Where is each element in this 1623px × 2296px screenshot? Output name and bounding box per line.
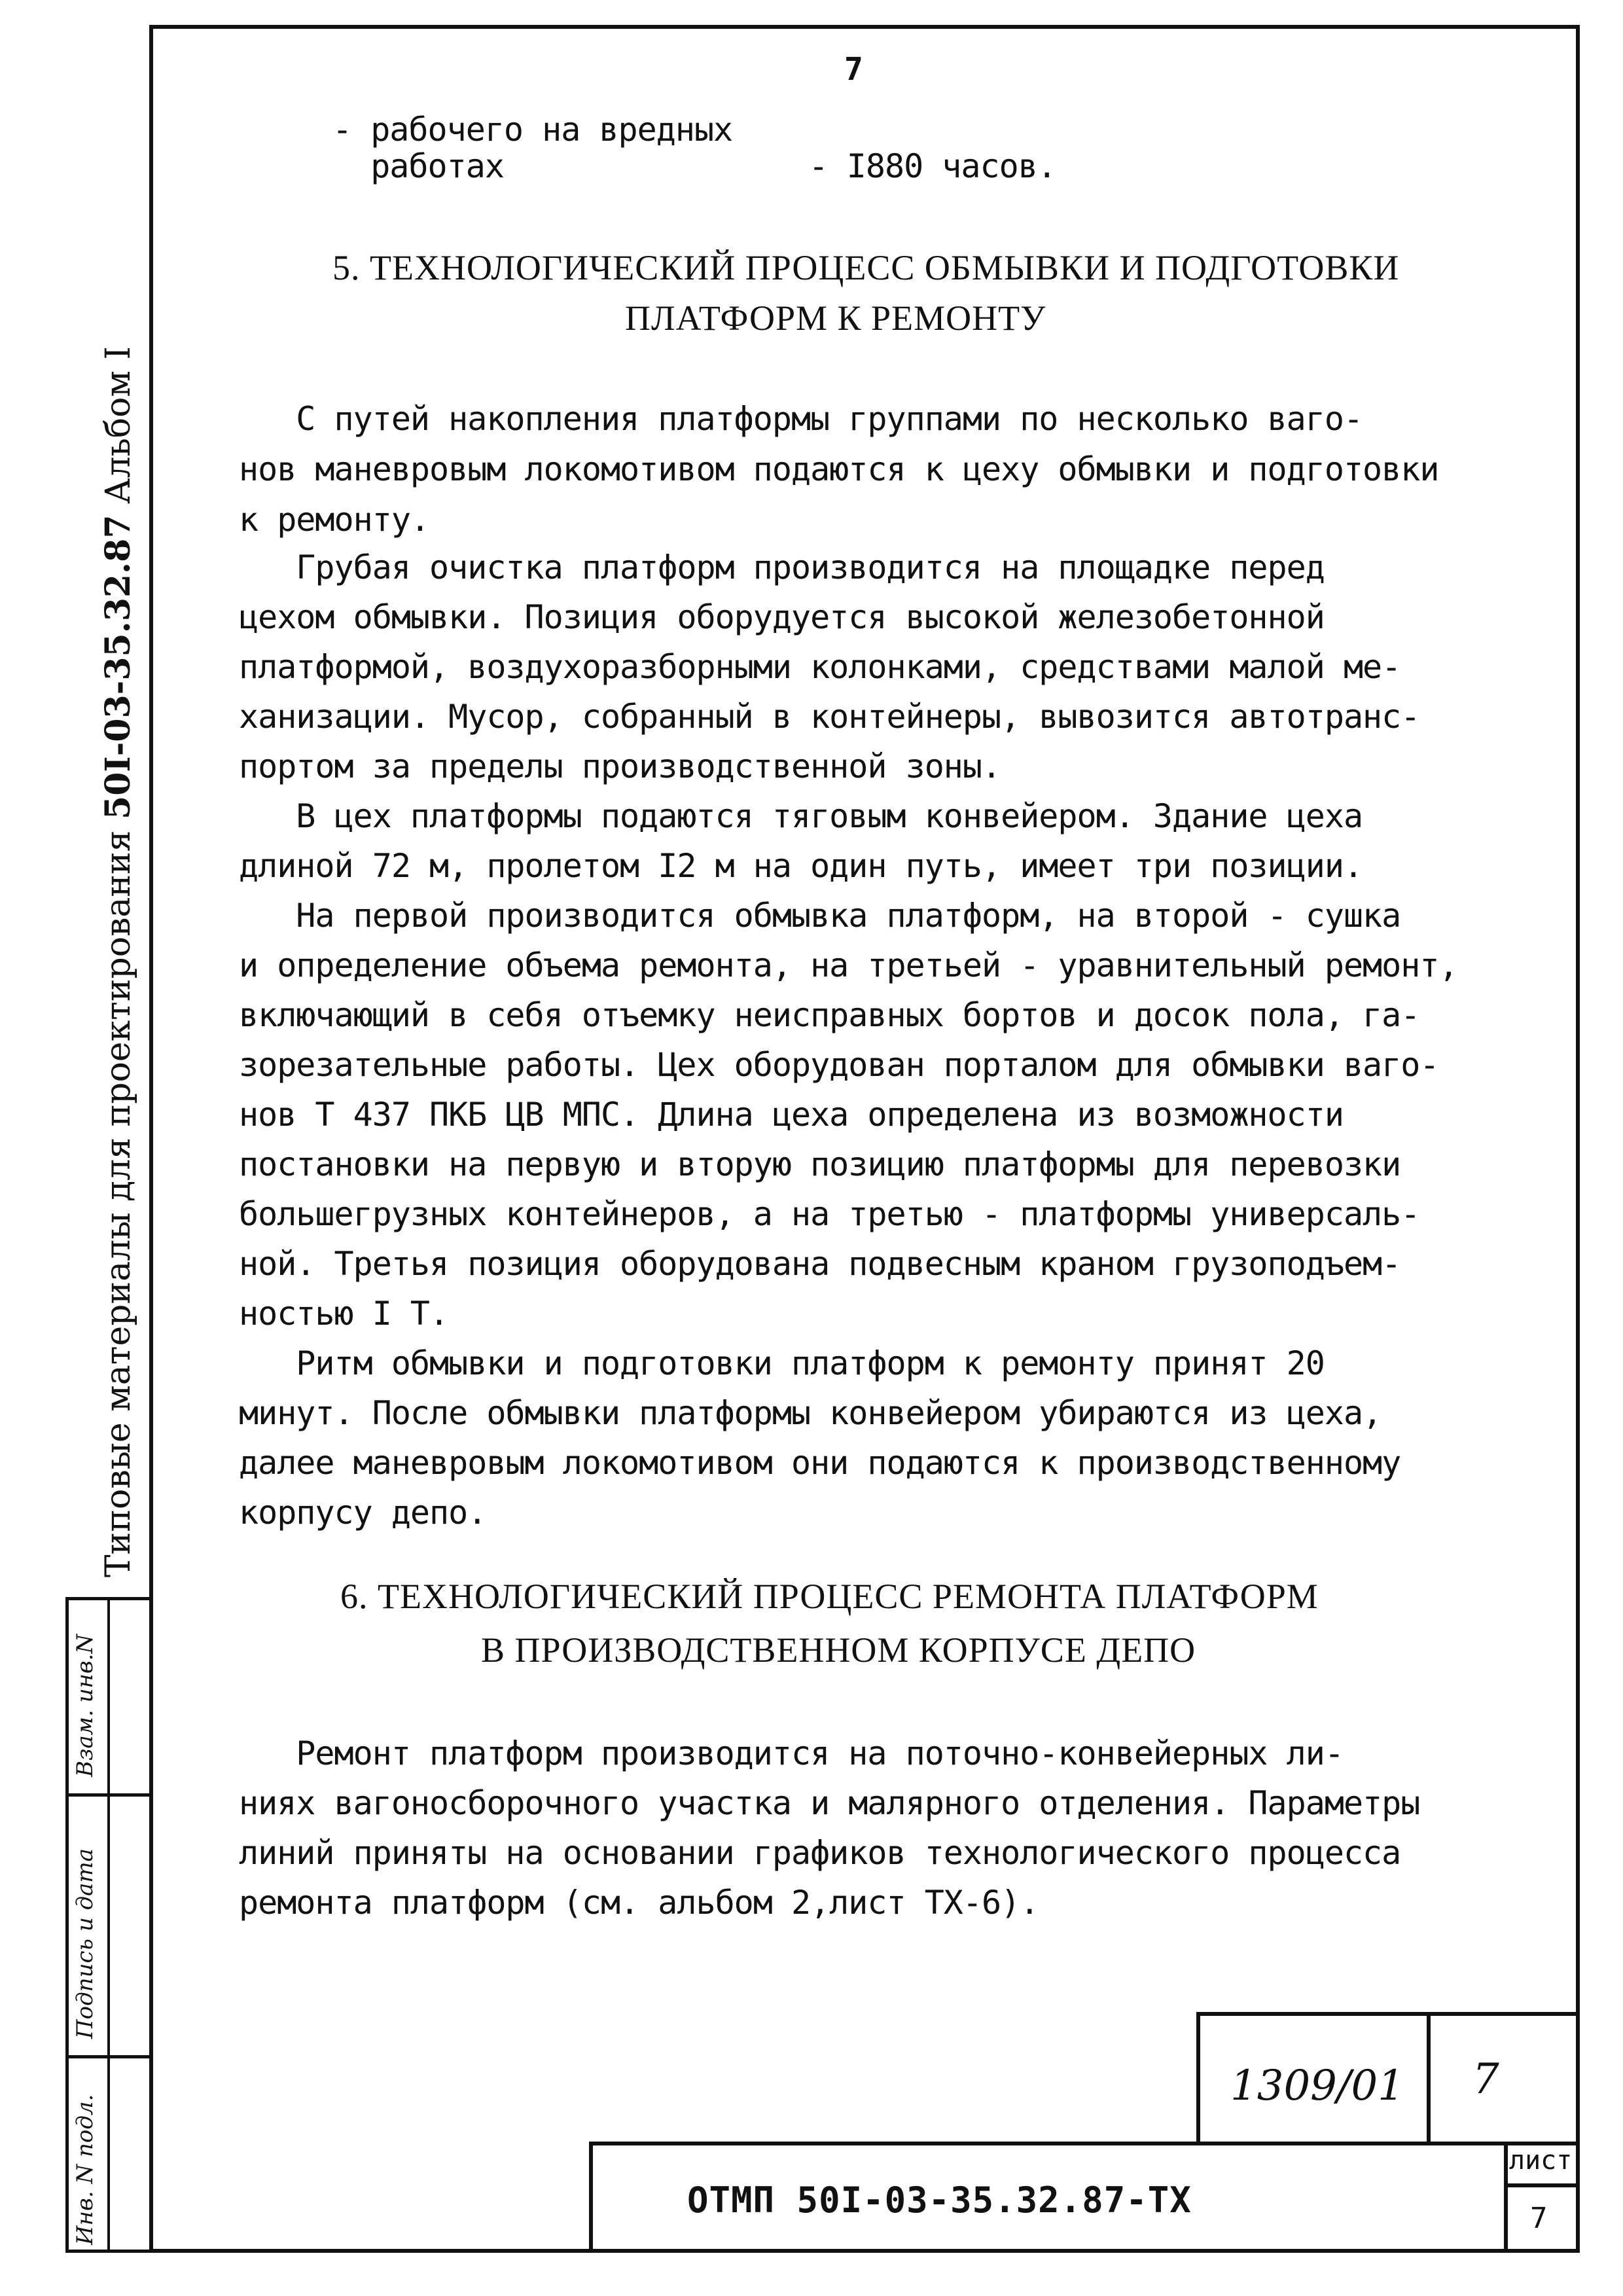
- section-6-heading-line-1: 6. ТЕХНОЛОГИЧЕСКИЙ ПРОЦЕСС РЕМОНТА ПЛАТФОРМ: [340, 1577, 1319, 1616]
- margin-title-suffix: Альбом I: [99, 346, 138, 515]
- body-line: ханизации. Мусор, собранный в контейнеры, вывозится автотранс-: [239, 698, 1420, 736]
- margin-label-inv-zam: Взам. инв.N: [72, 1634, 98, 1777]
- body-line: включающий в себя отъемку неисправных бортов и досок пола, га-: [239, 996, 1420, 1034]
- margin-label-podpis: Подпись и дата: [72, 1848, 98, 2039]
- body-line: нов маневровым локомотивом подаются к цеху обмывки и подготовки: [239, 450, 1439, 488]
- body-line: В цех платформы подаются тяговым конвейером. Здание цеха: [239, 797, 1363, 835]
- body-line: цехом обмывки. Позиция оборудуется высокой железобетонной: [239, 598, 1325, 636]
- body-line: ниях вагоносборочного участка и малярного отделения. Параметры: [239, 1784, 1420, 1822]
- intro-line-2: работах - I880 часов.: [332, 147, 1056, 185]
- body-line: ной. Третья позиция оборудована подвесным краном грузоподъем-: [239, 1245, 1401, 1283]
- margin-stamp-divider: [65, 1793, 149, 1797]
- body-line: На первой производится обмывка платформ, на второй - сушка: [239, 897, 1401, 935]
- section-6-heading-line-2: В ПРОИЗВОДСТВЕННОМ КОРПУСЕ ДЕПО: [481, 1630, 1196, 1670]
- stamp-sheet-number: 7: [1530, 2202, 1548, 2235]
- stamp-document-code: ОТМП 50I-03-35.32.87-ТХ: [687, 2179, 1192, 2221]
- margin-title-code: 50I-03-35.32.87: [98, 514, 138, 819]
- margin-label-inv-podl: Инв. N подл.: [72, 2094, 98, 2245]
- stamp-sheet-label: лист: [1509, 2145, 1573, 2176]
- body-line: длиной 72 м, пролетом I2 м на один путь, имеет три позиции.: [239, 847, 1363, 885]
- body-line: линий приняты на основании графиков технологического процесса: [239, 1834, 1401, 1872]
- stamp-cell-page: [1427, 2012, 1580, 2145]
- intro-line-1: - рабочего на вредных: [332, 111, 733, 149]
- body-line: ремонта платформ (см. альбом 2,лист ТХ-6).: [239, 1884, 1039, 1922]
- body-line: к ремонту.: [239, 501, 430, 539]
- margin-title: [98, 346, 138, 1577]
- margin-title-prefix: Типовые материалы для проектирования: [99, 819, 138, 1577]
- body-line: С путей накопления платформы группами по несколько ваго-: [239, 400, 1363, 438]
- body-line: далее маневровым локомотивом они подаются к производственному: [239, 1444, 1401, 1482]
- body-line: портом за пределы производственной зоны.: [239, 747, 1001, 785]
- margin-stamp-divider-vertical: [107, 1597, 110, 2253]
- body-line: Ритм обмывки и подготовки платформ к ремонту принят 20: [239, 1344, 1325, 1382]
- body-line: ностью I Т.: [239, 1295, 449, 1333]
- body-line: Ремонт платформ производится на поточно-конвейерных ли-: [239, 1734, 1344, 1772]
- body-line: минут. После обмывки платформы конвейером убираются из цеха,: [239, 1394, 1382, 1432]
- body-line: большегрузных контейнеров, а на третью - платформы универсаль-: [239, 1195, 1420, 1233]
- section-5-heading-line-2: ПЛАТФОРМ К РЕМОНТУ: [625, 298, 1046, 338]
- body-line: корпусу депо.: [239, 1494, 487, 1532]
- body-line: нов Т 437 ПКБ ЦВ МПС. Длина цеха определена из возможности: [239, 1096, 1344, 1134]
- stamp-handwritten-number: 1309/01: [1230, 2062, 1404, 2110]
- body-line: и определение объема ремонта, на третьей - уравнительный ремонт,: [239, 946, 1458, 984]
- page-number: 7: [844, 51, 863, 88]
- body-line: зорезательные работы. Цех оборудован порталом для обмывки ваго-: [239, 1046, 1439, 1084]
- body-line: платформой, воздухоразборными колонками, средствами малой ме-: [239, 648, 1401, 686]
- body-line: Грубая очистка платформ производится на площадке перед: [239, 548, 1325, 586]
- body-line: постановки на первую и вторую позицию платформы для перевозки: [239, 1145, 1401, 1183]
- stamp-handwritten-page: 7: [1472, 2055, 1499, 2104]
- section-5-heading-line-1: 5. ТЕХНОЛОГИЧЕСКИЙ ПРОЦЕСС ОБМЫВКИ И ПОДГОТОВКИ: [332, 248, 1400, 287]
- margin-stamp-divider: [65, 2055, 149, 2058]
